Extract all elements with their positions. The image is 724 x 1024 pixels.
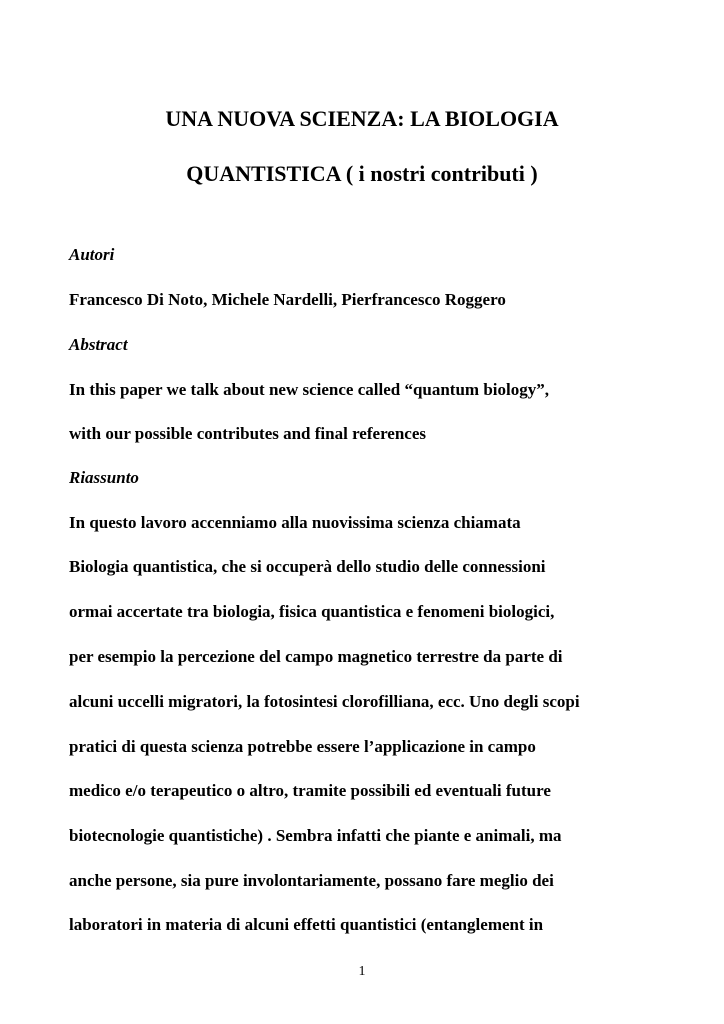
abstract-heading: Abstract — [69, 335, 128, 354]
riassunto-line: anche persone, sia pure involontariamente, possano fare meglio dei — [69, 871, 554, 890]
authors-heading: Autori — [69, 245, 115, 264]
riassunto-line: pratici di questa scienza potrebbe essere l’applicazione in campo — [69, 737, 536, 756]
riassunto-line: medico e/o terapeutico o altro, tramite possibili ed eventuali future — [69, 781, 551, 800]
abstract-line: with our possible contributes and final references — [69, 424, 427, 443]
riassunto-line: In questo lavoro accenniamo alla nuovissima scienza chiamata — [69, 513, 521, 532]
title-line-1: UNA NUOVA SCIENZA: LA BIOLOGIA — [165, 106, 559, 131]
title-line-2: QUANTISTICA ( i nostri contributi ) — [186, 161, 538, 186]
abstract-line: In this paper we talk about new science called “quantum biology”, — [69, 380, 549, 399]
riassunto-line: Biologia quantistica, che si occuperà dello studio delle connessioni — [69, 557, 546, 576]
riassunto-line: alcuni uccelli migratori, la fotosintesi clorofilliana, ecc. Uno degli scopi — [69, 692, 580, 711]
riassunto-line: biotecnologie quantistiche) . Sembra infatti che piante e animali, ma — [69, 826, 562, 845]
riassunto-line: per esempio la percezione del campo magnetico terrestre da parte di — [69, 647, 563, 666]
authors-names: Francesco Di Noto, Michele Nardelli, Pierfrancesco Roggero — [69, 290, 506, 309]
riassunto-heading: Riassunto — [69, 468, 139, 487]
page-number: 1 — [358, 964, 366, 979]
riassunto-line: ormai accertate tra biologia, fisica quantistica e fenomeni biologici, — [69, 602, 555, 621]
riassunto-line: laboratori in materia di alcuni effetti quantistici (entanglement in — [69, 915, 544, 934]
